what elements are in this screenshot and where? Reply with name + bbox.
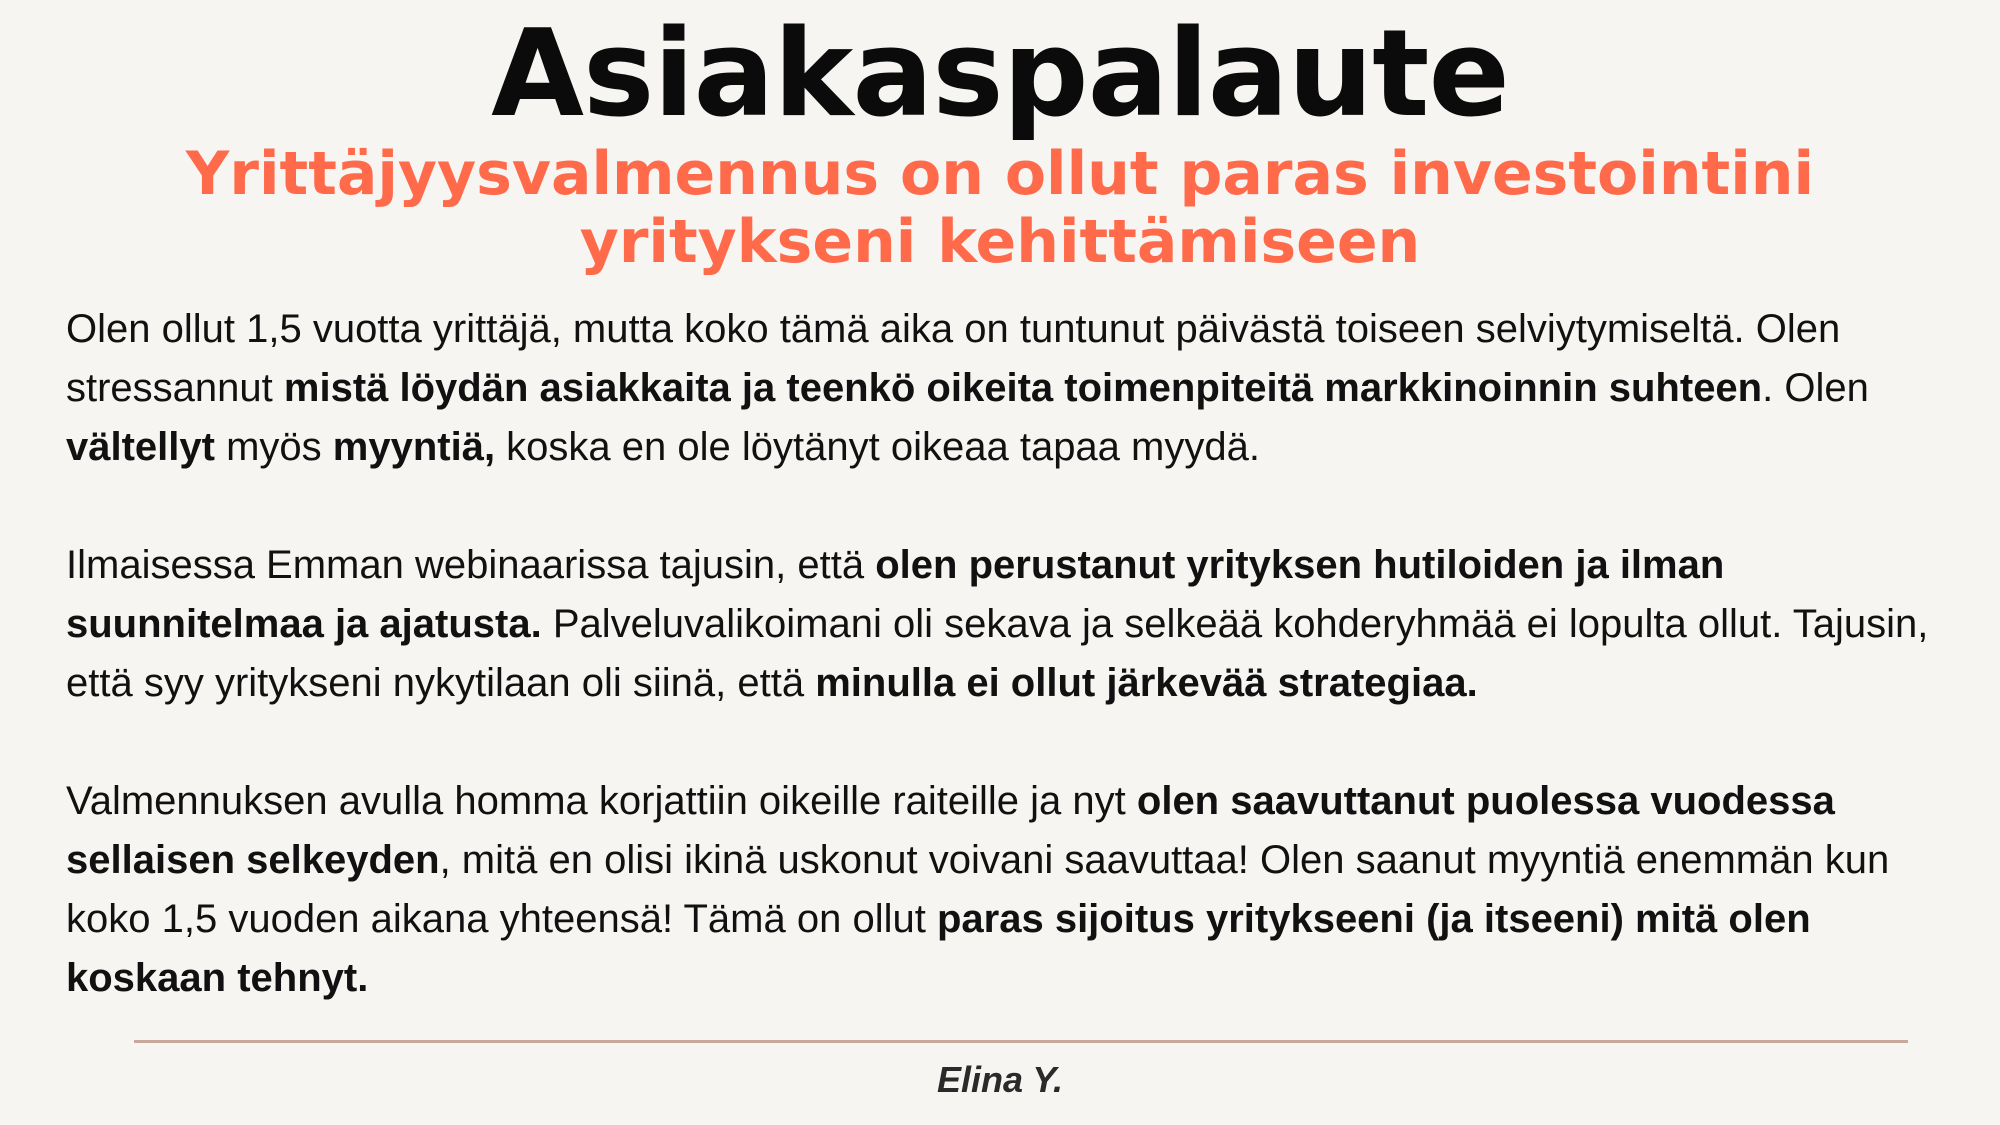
text-segment: Olen ollut 1,5 vuotta yrittäjä, mutta koko tämä aika on tuntunut päivästä toiseen selviytymiseltä. Olen stressannut <box>66 307 1841 410</box>
paragraph-3 <box>66 772 1966 1008</box>
testimonial-headline: Yrittäjyysvalmennus on ollut paras investointini yritykseni kehittämiseen <box>185 139 1815 277</box>
text-segment: Ilmaisessa Emman webinaarissa tajusin, että <box>66 543 876 587</box>
text-segment-bold: minulla ei ollut järkevää strategiaa. <box>815 661 1478 705</box>
paragraph-1 <box>66 300 1966 477</box>
testimonial-body <box>66 300 1966 1008</box>
text-segment: myös <box>214 425 333 469</box>
text-segment-bold: paras sijoitus yritykseeni (ja itseeni) mitä olen koskaan tehnyt. <box>66 897 1811 1000</box>
text-segment-bold: myyntiä, <box>332 425 496 469</box>
text-segment: Valmennuksen avulla homma korjattiin oikeille raiteille ja nyt <box>66 779 1137 823</box>
page-title: Asiakaspalaute <box>491 5 1509 144</box>
text-segment: , mitä en olisi ikinä uskonut voivani saavuttaa! Olen saanut myyntiä enemmän kun koko 1,5 vuoden aikana yhteensä! Tämä on ollut <box>66 838 1890 941</box>
divider-line <box>134 1040 1908 1043</box>
paragraph-2 <box>66 536 1966 713</box>
author-name: Elina Y. <box>936 1059 1064 1100</box>
text-segment: koska en ole löytänyt oikeaa tapaa myydä. <box>495 425 1260 469</box>
text-segment: . Olen <box>1762 366 1869 410</box>
text-segment: Palveluvalikoimani oli sekava ja selkeää kohderyhmää ei lopulta ollut. Tajusin, että syy yritykseni nykytilaan oli siinä, että <box>66 602 1929 705</box>
text-segment-bold: olen perustanut yrityksen hutiloiden ja ilman suunnitelmaa ja ajatusta. <box>66 543 1725 646</box>
text-segment-bold: vältellyt <box>66 425 215 469</box>
text-segment-bold: mistä löydän asiakkaita ja teenkö oikeita toimenpiteitä markkinoinnin suhteen <box>283 366 1763 410</box>
text-segment-bold: olen saavuttanut puolessa vuodessa sellaisen selkeyden <box>66 779 1835 882</box>
